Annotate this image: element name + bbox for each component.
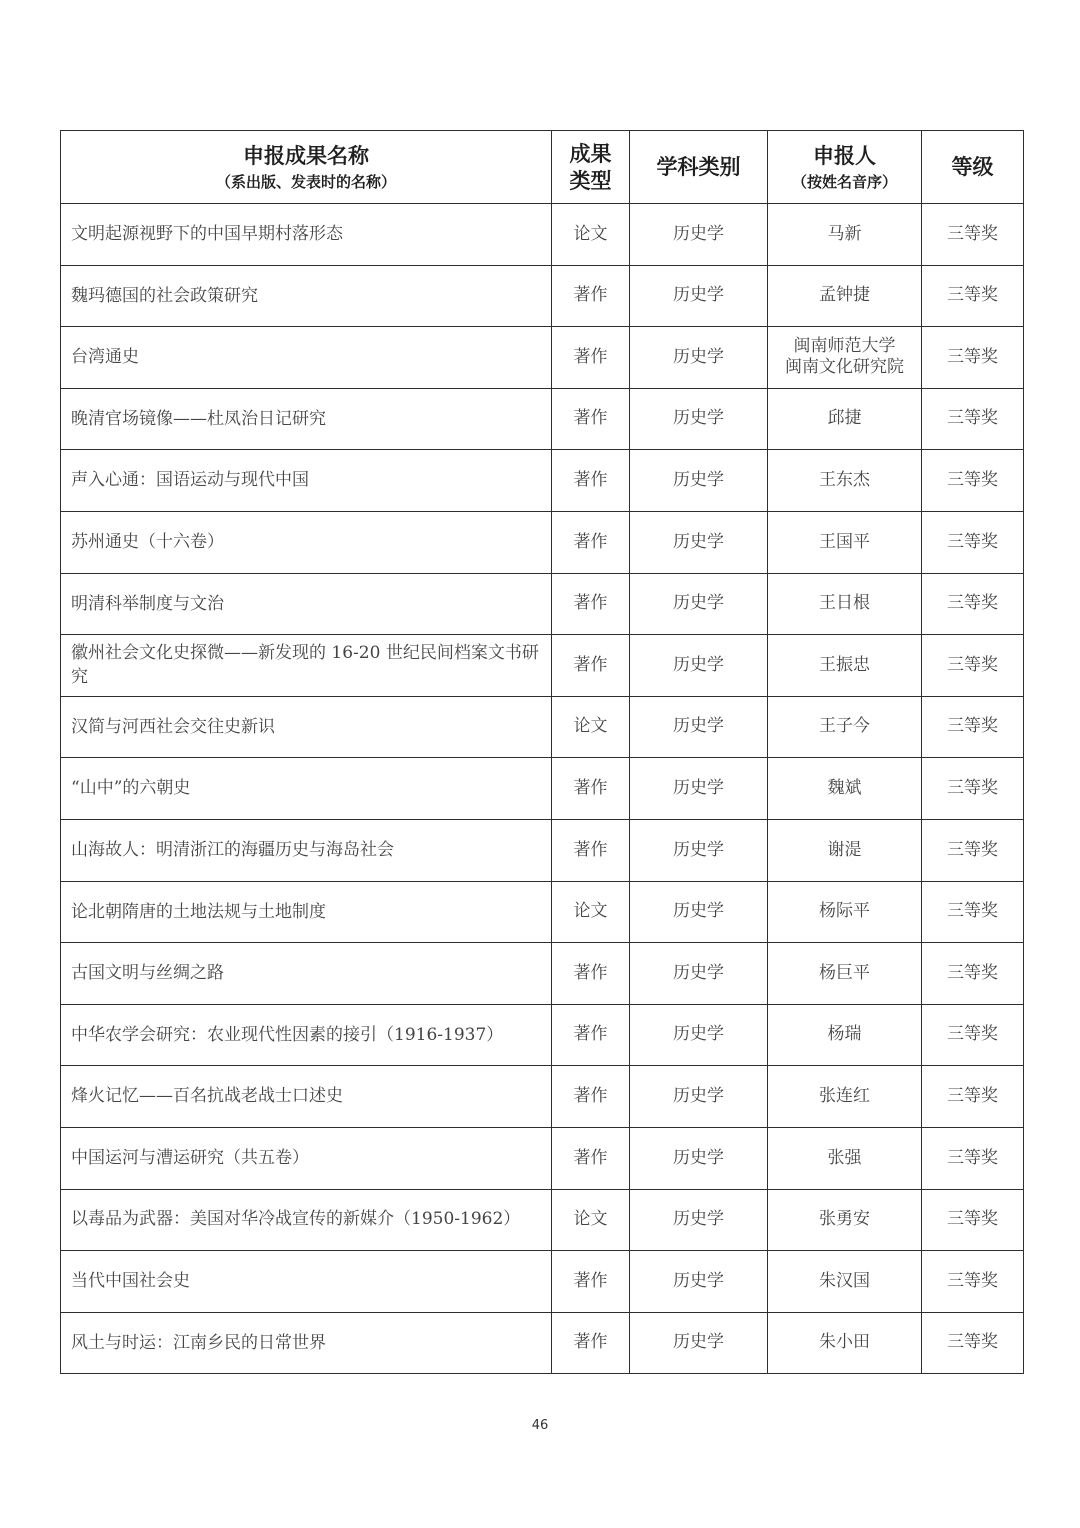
cell-title: 山海故人：明清浙江的海疆历史与海岛社会	[61, 819, 552, 881]
cell-title: 论北朝隋唐的土地法规与土地制度	[61, 881, 552, 943]
cell-title: 晚清官场镜像——杜凤治日记研究	[61, 388, 552, 450]
cell-type: 论文	[552, 204, 630, 266]
cell-title: 当代中国社会史	[61, 1251, 552, 1313]
page-number: 46	[531, 1418, 549, 1433]
cell-type: 论文	[552, 1189, 630, 1251]
header-applicant-sublabel: （按姓名音序）	[791, 172, 897, 191]
table-row	[61, 758, 1024, 820]
cell-type: 著作	[552, 1004, 630, 1066]
cell-grade: 三等奖	[922, 881, 1024, 943]
table-row	[61, 450, 1024, 512]
cell-discipline: 历史学	[630, 635, 768, 697]
cell-type: 著作	[552, 388, 630, 450]
cell-applicant: 王国平	[768, 511, 922, 573]
cell-grade: 三等奖	[922, 573, 1024, 635]
header-type-line2: 类型	[569, 168, 612, 193]
cell-grade: 三等奖	[922, 511, 1024, 573]
cell-type: 著作	[552, 511, 630, 573]
header-type-line1: 成果	[569, 140, 612, 166]
cell-applicant: 闽南师范大学 闽南文化研究院	[768, 327, 922, 389]
cell-applicant: 张强	[768, 1127, 922, 1189]
cell-applicant: 王振忠	[768, 635, 922, 697]
cell-type: 著作	[552, 1066, 630, 1128]
table-row	[61, 573, 1024, 635]
cell-grade: 三等奖	[922, 819, 1024, 881]
cell-applicant: 杨巨平	[768, 943, 922, 1005]
cell-title: 文明起源视野下的中国早期村落形态	[61, 204, 552, 266]
table-row	[61, 881, 1024, 943]
cell-discipline: 历史学	[630, 819, 768, 881]
cell-type: 著作	[552, 1251, 630, 1313]
cell-discipline: 历史学	[630, 1127, 768, 1189]
cell-title: 台湾通史	[61, 327, 552, 389]
cell-applicant: 朱小田	[768, 1312, 922, 1374]
cell-type: 著作	[552, 819, 630, 881]
cell-grade: 三等奖	[922, 1066, 1024, 1128]
cell-grade: 三等奖	[922, 696, 1024, 758]
cell-type: 著作	[552, 943, 630, 1005]
cell-title: 声入心通：国语运动与现代中国	[61, 450, 552, 512]
cell-grade: 三等奖	[922, 265, 1024, 327]
cell-grade: 三等奖	[922, 1004, 1024, 1066]
table-row	[61, 819, 1024, 881]
table-row	[61, 1251, 1024, 1313]
header-grade-label: 等级	[951, 153, 994, 179]
cell-type: 著作	[552, 327, 630, 389]
cell-discipline: 历史学	[630, 573, 768, 635]
cell-title: 古国文明与丝绸之路	[61, 943, 552, 1005]
header-type	[552, 131, 630, 204]
table-row	[61, 204, 1024, 266]
cell-applicant: 孟钟捷	[768, 265, 922, 327]
table-row	[61, 327, 1024, 389]
cell-discipline: 历史学	[630, 204, 768, 266]
table-row	[61, 388, 1024, 450]
cell-type: 著作	[552, 573, 630, 635]
cell-title: “山中”的六朝史	[61, 758, 552, 820]
table-row	[61, 1189, 1024, 1251]
cell-title: 明清科举制度与文治	[61, 573, 552, 635]
header-discipline	[630, 131, 768, 204]
table-row	[61, 635, 1024, 697]
cell-applicant: 马新	[768, 204, 922, 266]
cell-title: 中国运河与漕运研究（共五卷）	[61, 1127, 552, 1189]
cell-title: 以毒品为武器：美国对华冷战宣传的新媒介（1950-1962）	[61, 1189, 552, 1251]
cell-applicant: 杨瑞	[768, 1004, 922, 1066]
cell-discipline: 历史学	[630, 511, 768, 573]
cell-applicant: 王东杰	[768, 450, 922, 512]
cell-grade: 三等奖	[922, 450, 1024, 512]
cell-discipline: 历史学	[630, 1312, 768, 1374]
cell-applicant: 王子今	[768, 696, 922, 758]
cell-applicant: 杨际平	[768, 881, 922, 943]
cell-discipline: 历史学	[630, 265, 768, 327]
header-title-sublabel: （系出版、发表时的名称）	[215, 172, 396, 191]
cell-applicant: 朱汉国	[768, 1251, 922, 1313]
table-row	[61, 696, 1024, 758]
cell-applicant: 魏斌	[768, 758, 922, 820]
header-applicant	[768, 131, 922, 204]
cell-discipline: 历史学	[630, 1251, 768, 1313]
header-title	[61, 131, 552, 204]
cell-grade: 三等奖	[922, 1312, 1024, 1374]
cell-type: 著作	[552, 635, 630, 697]
header-grade	[922, 131, 1024, 204]
table-row	[61, 943, 1024, 1005]
cell-discipline: 历史学	[630, 388, 768, 450]
table-row	[61, 1127, 1024, 1189]
awards-table	[60, 130, 1024, 1374]
cell-discipline: 历史学	[630, 881, 768, 943]
cell-applicant: 张勇安	[768, 1189, 922, 1251]
table-row	[61, 265, 1024, 327]
table-row	[61, 511, 1024, 573]
cell-type: 论文	[552, 881, 630, 943]
cell-grade: 三等奖	[922, 635, 1024, 697]
cell-grade: 三等奖	[922, 1127, 1024, 1189]
cell-discipline: 历史学	[630, 758, 768, 820]
cell-title: 魏玛德国的社会政策研究	[61, 265, 552, 327]
header-applicant-label: 申报人	[813, 142, 876, 168]
cell-discipline: 历史学	[630, 327, 768, 389]
cell-discipline: 历史学	[630, 943, 768, 1005]
cell-title: 烽火记忆——百名抗战老战士口述史	[61, 1066, 552, 1128]
cell-grade: 三等奖	[922, 1251, 1024, 1313]
cell-discipline: 历史学	[630, 1066, 768, 1128]
table-row	[61, 1004, 1024, 1066]
cell-grade: 三等奖	[922, 1189, 1024, 1251]
table-row	[61, 1066, 1024, 1128]
cell-title: 徽州社会文化史探微——新发现的 16-20 世纪民间档案文书研究	[61, 635, 552, 697]
cell-title: 中华农学会研究：农业现代性因素的接引（1916-1937）	[61, 1004, 552, 1066]
cell-title: 苏州通史（十六卷）	[61, 511, 552, 573]
cell-discipline: 历史学	[630, 1004, 768, 1066]
cell-grade: 三等奖	[922, 758, 1024, 820]
cell-grade: 三等奖	[922, 388, 1024, 450]
cell-title: 风土与时运：江南乡民的日常世界	[61, 1312, 552, 1374]
header-title-label: 申报成果名称	[243, 142, 369, 168]
cell-type: 著作	[552, 1127, 630, 1189]
cell-grade: 三等奖	[922, 327, 1024, 389]
cell-applicant: 谢湜	[768, 819, 922, 881]
table-row	[61, 1312, 1024, 1374]
cell-type: 著作	[552, 450, 630, 512]
table-body	[61, 204, 1024, 1374]
cell-grade: 三等奖	[922, 204, 1024, 266]
cell-discipline: 历史学	[630, 1189, 768, 1251]
cell-discipline: 历史学	[630, 696, 768, 758]
cell-applicant: 邱捷	[768, 388, 922, 450]
cell-discipline: 历史学	[630, 450, 768, 512]
cell-applicant: 王日根	[768, 573, 922, 635]
cell-grade: 三等奖	[922, 943, 1024, 1005]
header-discipline-label: 学科类别	[656, 153, 741, 179]
cell-type: 论文	[552, 696, 630, 758]
cell-type: 著作	[552, 1312, 630, 1374]
cell-type: 著作	[552, 265, 630, 327]
header-row	[61, 131, 1024, 204]
cell-title: 汉简与河西社会交往史新识	[61, 696, 552, 758]
table-header	[61, 131, 1024, 204]
cell-type: 著作	[552, 758, 630, 820]
cell-applicant: 张连红	[768, 1066, 922, 1128]
